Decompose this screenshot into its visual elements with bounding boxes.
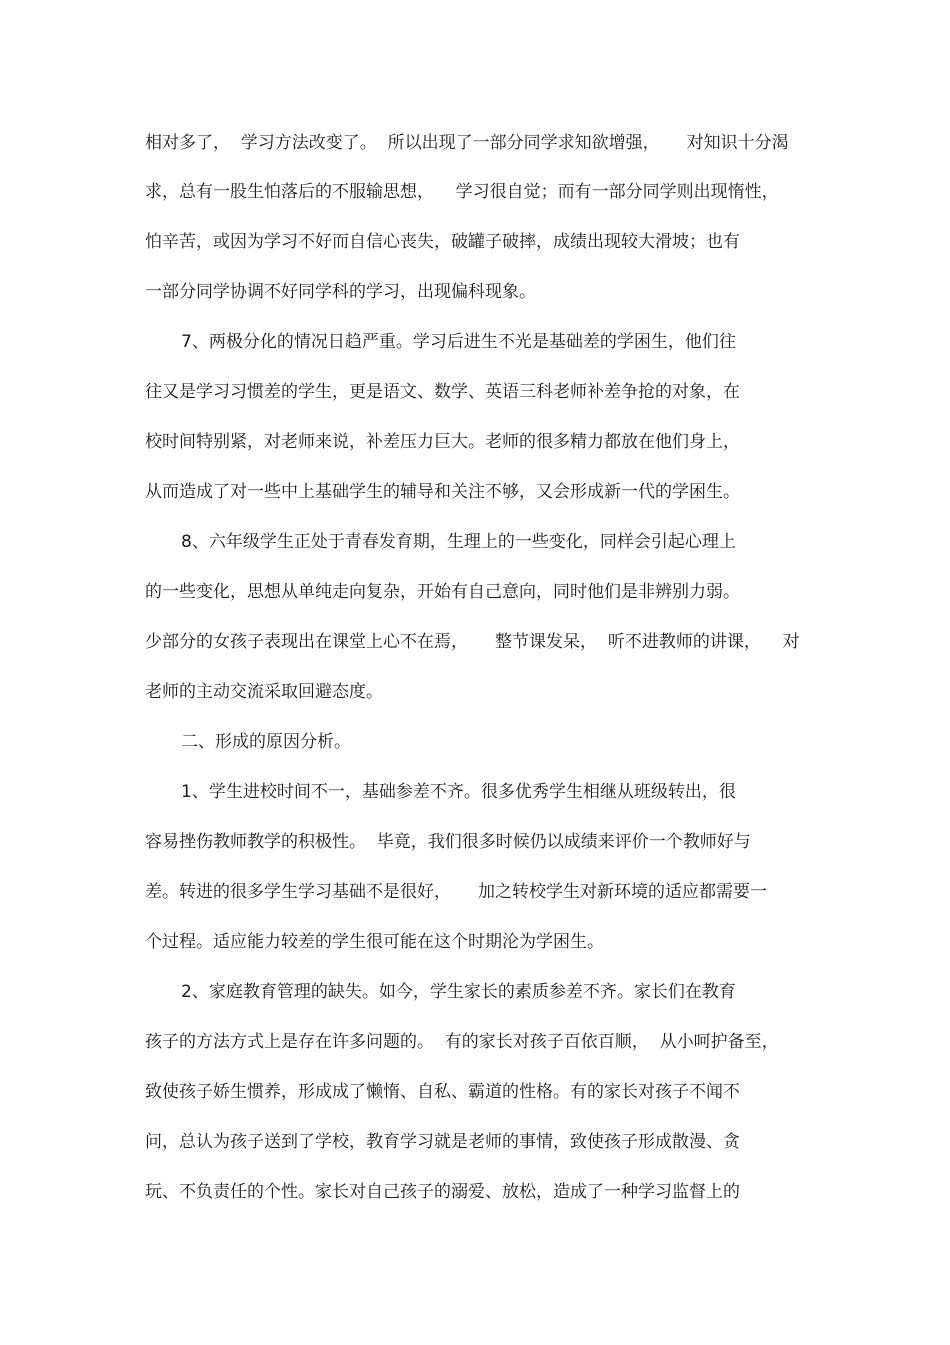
section-heading: 二、形成的原因分析。 <box>181 732 351 752</box>
text-line: 怕辛苦，或因为学习不好而自信心丧失，破罐子破摔，成绩出现较大滑坡；也有 <box>145 232 740 252</box>
text-line: 致使孩子娇生惯养，形成成了懒惰、自私、霸道的性格。有的家长对孩子不闻不 <box>145 1082 740 1102</box>
text-line: 个过程。适应能力较差的学生很可能在这个时期沦为学困生。 <box>145 932 604 952</box>
text-line: 从而造成了对一些中上基础学生的辅导和关注不够，又会形成新一代的学困生。 <box>145 482 740 502</box>
text-line: 7、两极分化的情况日趋严重。学习后进生不光是基础差的学困生，他们往 <box>181 332 736 352</box>
text-line: 差。转进的很多学生学习基础不是很好， 加之转校学生对新环境的适应都需要一 <box>145 882 768 902</box>
text-line: 求，总有一股生怕落后的不服输思想， 学习很自觉；而有一部分同学则出现惰性， <box>145 182 779 202</box>
text-line: 少部分的女孩子表现出在课堂上心不在焉， 整节课发呆， 听不进教师的讲课， 对 <box>145 632 800 652</box>
text-line: 的一些变化，思想从单纯走向复杂，开始有自己意向，同时他们是非辨别力弱。 <box>145 582 740 602</box>
text-line: 8、六年级学生正处于青春发育期，生理上的一些变化，同样会引起心理上 <box>181 532 736 552</box>
text-line: 一部分同学协调不好同学科的学习，出现偏科现象。 <box>145 282 536 302</box>
text-line: 问，总认为孩子送到了学校，教育学习就是老师的事情，致使孩子形成散漫、贪 <box>145 1132 740 1152</box>
text-line: 容易挫伤教师教学的积极性。 毕竟，我们很多时候仍以成绩来评价一个教师好与 <box>145 832 751 852</box>
text-line: 往又是学习习惯差的学生，更是语文、数学、英语三科老师补差争抢的对象，在 <box>145 382 740 402</box>
text-line: 老师的主动交流采取回避态度。 <box>145 682 383 702</box>
text-line: 校时间特别紧，对老师来说，补差压力巨大。老师的很多精力都放在他们身上， <box>145 432 740 452</box>
text-line: 2、家庭教育管理的缺失。如今，学生家长的素质参差不齐。家长们在教育 <box>181 982 736 1002</box>
text-line: 相对多了， 学习方法改变了。 所以出现了一部分同学求知欲增强， 对知识十分渴 <box>145 133 789 153</box>
text-line: 孩子的方法方式上是存在许多问题的。 有的家长对孩子百依百顺， 从小呵护备至， <box>145 1032 779 1052</box>
text-line: 玩、不负责任的个性。家长对自己孩子的溺爱、放松，造成了一种学习监督上的 <box>145 1182 740 1202</box>
text-line: 1、学生进校时间不一，基础参差不齐。很多优秀学生相继从班级转出，很 <box>181 782 736 802</box>
